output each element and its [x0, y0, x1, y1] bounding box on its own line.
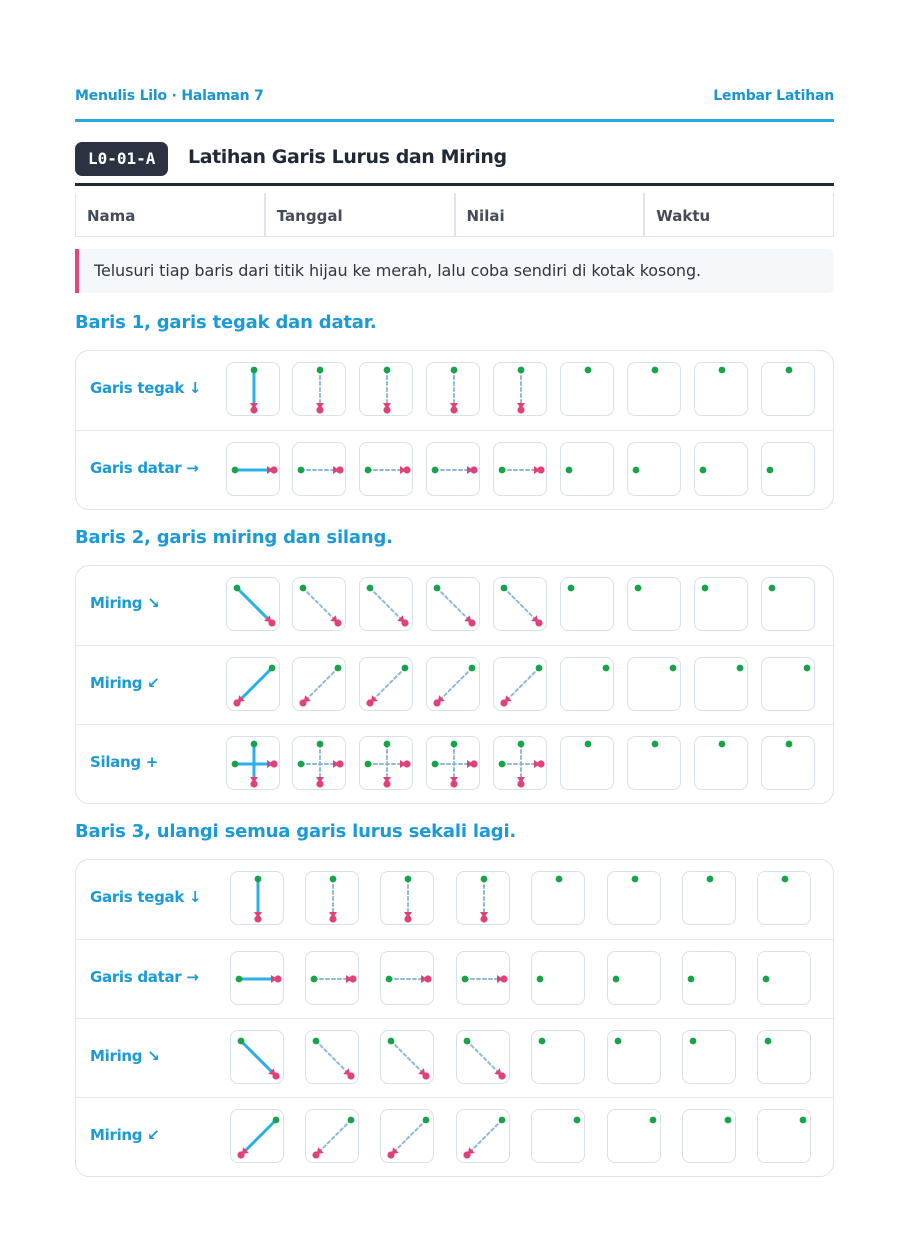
practice-row	[76, 1018, 833, 1097]
dashed-guide-line	[440, 668, 472, 700]
practice-cell-empty[interactable]	[761, 442, 815, 496]
trace-cell[interactable]	[305, 951, 359, 1005]
end-dot	[480, 915, 487, 922]
row-label: Garis tegak ↓	[90, 379, 202, 397]
start-dot	[469, 665, 476, 672]
example-cell[interactable]	[226, 736, 280, 790]
start-dot	[585, 367, 592, 374]
end-dot	[537, 760, 544, 767]
title-row	[75, 140, 834, 186]
row-label: Garis tegak ↓	[90, 888, 202, 906]
section-title: Baris 2, garis miring dan silang.	[75, 527, 393, 548]
trace-cell[interactable]	[426, 736, 480, 790]
practice-group	[75, 859, 834, 1177]
header-book-page: Menulis Lilo · Halaman 7	[75, 88, 264, 104]
end-dot	[336, 466, 343, 473]
trace-cell[interactable]	[359, 577, 413, 631]
trace-cell[interactable]	[359, 442, 413, 496]
practice-row	[76, 430, 833, 509]
start-dot	[298, 761, 305, 768]
row-label: Miring ↘	[90, 1047, 160, 1065]
start-dot	[365, 467, 372, 474]
solid-stroke-line	[244, 1120, 276, 1152]
start-dot	[423, 1117, 430, 1124]
start-dot	[719, 367, 726, 374]
end-dot	[450, 780, 457, 787]
practice-cell-empty[interactable]	[607, 871, 661, 925]
trace-cell[interactable]	[426, 577, 480, 631]
start-dot	[763, 976, 770, 983]
row-label: Miring ↙	[90, 1126, 160, 1144]
practice-cell-empty[interactable]	[761, 362, 815, 416]
end-dot	[270, 760, 277, 767]
practice-cell-empty[interactable]	[531, 951, 585, 1005]
trace-cell[interactable]	[493, 657, 547, 711]
end-dot	[537, 466, 544, 473]
end-dot	[535, 619, 542, 626]
start-dot	[367, 585, 374, 592]
practice-cell-empty[interactable]	[682, 1030, 736, 1084]
instruction-box: Telusuri tiap baris dari titik hijau ke merah, lalu coba sendiri di kotak kosong.	[75, 249, 834, 293]
start-dot	[481, 876, 488, 883]
start-dot	[568, 585, 575, 592]
trace-cell[interactable]	[359, 362, 413, 416]
start-dot	[313, 1038, 320, 1045]
trace-cell[interactable]	[493, 442, 547, 496]
end-dot	[274, 975, 281, 982]
practice-cell-empty[interactable]	[531, 871, 585, 925]
start-dot	[386, 976, 393, 983]
practice-cell-empty[interactable]	[694, 736, 748, 790]
start-dot	[384, 741, 391, 748]
end-dot	[347, 1072, 354, 1079]
start-dot	[615, 1038, 622, 1045]
trace-cell[interactable]	[426, 362, 480, 416]
end-dot	[329, 915, 336, 922]
page-header	[75, 88, 834, 122]
dashed-guide-line	[306, 668, 338, 700]
start-dot	[232, 761, 239, 768]
end-dot	[403, 760, 410, 767]
end-dot	[404, 915, 411, 922]
start-dot	[566, 467, 573, 474]
start-dot	[804, 665, 811, 672]
start-dot	[238, 1038, 245, 1045]
end-dot	[270, 466, 277, 473]
end-dot	[383, 406, 390, 413]
start-dot	[451, 367, 458, 374]
start-dot	[650, 1117, 657, 1124]
start-dot	[725, 1117, 732, 1124]
practice-cell-empty[interactable]	[757, 1030, 811, 1084]
start-dot	[273, 1117, 280, 1124]
practice-cell-empty[interactable]	[607, 1030, 661, 1084]
start-dot	[499, 761, 506, 768]
start-dot	[737, 665, 744, 672]
start-dot	[432, 467, 439, 474]
start-dot	[388, 1038, 395, 1045]
start-dot	[348, 1117, 355, 1124]
example-cell[interactable]	[230, 1109, 284, 1163]
practice-cell-empty[interactable]	[607, 1109, 661, 1163]
dashed-guide-line	[507, 668, 539, 700]
dashed-guide-line	[316, 1041, 348, 1073]
start-dot	[719, 741, 726, 748]
start-dot	[434, 585, 441, 592]
dashed-guide-line	[394, 1120, 426, 1152]
end-dot	[268, 619, 275, 626]
trace-cell[interactable]	[292, 362, 346, 416]
practice-cell-empty[interactable]	[531, 1109, 585, 1163]
start-dot	[300, 585, 307, 592]
dashed-guide-line	[504, 588, 536, 620]
trace-cell[interactable]	[292, 657, 346, 711]
start-dot	[585, 741, 592, 748]
start-dot	[690, 1038, 697, 1045]
practice-row	[76, 939, 833, 1018]
trace-cell[interactable]	[292, 736, 346, 790]
trace-cell[interactable]	[380, 951, 434, 1005]
trace-cell[interactable]	[380, 871, 434, 925]
practice-cell-empty[interactable]	[607, 951, 661, 1005]
trace-cell[interactable]	[380, 1030, 434, 1084]
start-dot	[652, 741, 659, 748]
solid-stroke-line	[237, 588, 269, 620]
example-cell[interactable]	[226, 577, 280, 631]
start-dot	[633, 467, 640, 474]
practice-cell-empty[interactable]	[757, 871, 811, 925]
dashed-guide-line	[319, 1120, 351, 1152]
practice-row	[76, 351, 833, 430]
start-dot	[317, 367, 324, 374]
trace-cell[interactable]	[456, 951, 510, 1005]
start-dot	[786, 367, 793, 374]
start-dot	[365, 761, 372, 768]
end-dot	[316, 780, 323, 787]
start-dot	[632, 876, 639, 883]
end-dot	[422, 1072, 429, 1079]
row-label: Garis datar →	[90, 968, 199, 986]
start-dot	[537, 976, 544, 983]
dashed-guide-line	[373, 668, 405, 700]
practice-row	[76, 1097, 833, 1176]
start-dot	[499, 467, 506, 474]
start-dot	[613, 976, 620, 983]
start-dot	[539, 1038, 546, 1045]
start-dot	[501, 585, 508, 592]
end-dot	[349, 975, 356, 982]
start-dot	[518, 367, 525, 374]
start-dot	[402, 665, 409, 672]
end-dot	[366, 699, 373, 706]
end-dot	[383, 780, 390, 787]
example-cell[interactable]	[226, 362, 280, 416]
start-dot	[311, 976, 318, 983]
example-cell[interactable]	[230, 871, 284, 925]
start-dot	[800, 1117, 807, 1124]
end-dot	[424, 975, 431, 982]
practice-cell-empty[interactable]	[757, 951, 811, 1005]
start-dot	[767, 467, 774, 474]
end-dot	[312, 1151, 319, 1158]
start-dot	[688, 976, 695, 983]
end-dot	[517, 780, 524, 787]
practice-cell-empty[interactable]	[560, 736, 614, 790]
trace-cell[interactable]	[493, 577, 547, 631]
practice-cell-empty[interactable]	[560, 657, 614, 711]
end-dot	[468, 619, 475, 626]
row-label: Miring ↙	[90, 674, 160, 692]
end-dot	[250, 406, 257, 413]
practice-group	[75, 565, 834, 804]
end-dot	[233, 699, 240, 706]
practice-cell-empty[interactable]	[682, 871, 736, 925]
end-dot	[401, 619, 408, 626]
start-dot	[782, 876, 789, 883]
practice-cell-empty[interactable]	[682, 1109, 736, 1163]
practice-cell-empty[interactable]	[761, 657, 815, 711]
example-cell[interactable]	[226, 442, 280, 496]
dashed-guide-line	[470, 1120, 502, 1152]
practice-cell-empty[interactable]	[627, 442, 681, 496]
section-title: Baris 1, garis tegak dan datar.	[75, 312, 377, 333]
start-dot	[451, 741, 458, 748]
practice-cell-empty[interactable]	[531, 1030, 585, 1084]
end-dot	[299, 699, 306, 706]
row-label: Miring ↘	[90, 594, 160, 612]
practice-cell-empty[interactable]	[694, 362, 748, 416]
practice-cell-empty[interactable]	[560, 362, 614, 416]
start-dot	[700, 467, 707, 474]
start-dot	[236, 976, 243, 983]
practice-cell-empty[interactable]	[694, 657, 748, 711]
practice-cell-empty[interactable]	[560, 442, 614, 496]
dashed-guide-line	[391, 1041, 423, 1073]
trace-cell[interactable]	[292, 442, 346, 496]
end-dot	[470, 466, 477, 473]
start-dot	[232, 467, 239, 474]
dashed-guide-line	[303, 588, 335, 620]
dashed-guide-line	[437, 588, 469, 620]
info-field-score[interactable]: Nilai	[454, 193, 644, 236]
start-dot	[405, 876, 412, 883]
practice-cell-empty[interactable]	[627, 736, 681, 790]
end-dot	[316, 406, 323, 413]
start-dot	[556, 876, 563, 883]
start-dot	[432, 761, 439, 768]
trace-cell[interactable]	[456, 871, 510, 925]
end-dot	[463, 1151, 470, 1158]
start-dot	[251, 741, 258, 748]
start-dot	[603, 665, 610, 672]
end-dot	[450, 406, 457, 413]
practice-cell-empty[interactable]	[761, 736, 815, 790]
trace-cell[interactable]	[359, 736, 413, 790]
start-dot	[234, 585, 241, 592]
end-dot	[433, 699, 440, 706]
practice-row	[76, 724, 833, 803]
header-sheet-type: Lembar Latihan	[713, 88, 834, 104]
start-dot	[786, 741, 793, 748]
end-dot	[470, 760, 477, 767]
start-dot	[251, 367, 258, 374]
practice-cell-empty[interactable]	[560, 577, 614, 631]
example-cell[interactable]	[230, 951, 284, 1005]
end-dot	[336, 760, 343, 767]
info-field-name[interactable]: Nama	[87, 207, 136, 225]
start-dot	[298, 467, 305, 474]
practice-cell-empty[interactable]	[761, 577, 815, 631]
section-title: Baris 3, ulangi semua garis lurus sekali lagi.	[75, 821, 517, 842]
worksheet-title: Latihan Garis Lurus dan Miring	[188, 146, 507, 168]
start-dot	[317, 741, 324, 748]
start-dot	[518, 741, 525, 748]
end-dot	[498, 1072, 505, 1079]
start-dot	[464, 1038, 471, 1045]
example-cell[interactable]	[230, 1030, 284, 1084]
start-dot	[335, 665, 342, 672]
start-dot	[269, 665, 276, 672]
start-dot	[255, 876, 262, 883]
trace-cell[interactable]	[426, 657, 480, 711]
info-field-date[interactable]: Tanggal	[264, 193, 454, 236]
trace-cell[interactable]	[426, 442, 480, 496]
row-label: Garis datar →	[90, 459, 199, 477]
start-dot	[330, 876, 337, 883]
trace-cell[interactable]	[305, 1109, 359, 1163]
practice-cell-empty[interactable]	[757, 1109, 811, 1163]
worksheet-code-badge: L0-01-A	[75, 142, 168, 176]
trace-cell[interactable]	[380, 1109, 434, 1163]
practice-row	[76, 645, 833, 724]
practice-group	[75, 350, 834, 510]
practice-row	[76, 566, 833, 645]
start-dot	[384, 367, 391, 374]
row-label: Silang +	[90, 753, 159, 771]
dashed-guide-line	[467, 1041, 499, 1073]
trace-cell[interactable]	[305, 871, 359, 925]
practice-cell-empty[interactable]	[627, 657, 681, 711]
dashed-guide-line	[370, 588, 402, 620]
practice-cell-empty[interactable]	[694, 442, 748, 496]
start-dot	[652, 367, 659, 374]
end-dot	[250, 780, 257, 787]
end-dot	[500, 699, 507, 706]
info-field-time[interactable]: Waktu	[643, 193, 833, 236]
start-dot	[769, 585, 776, 592]
start-dot	[635, 585, 642, 592]
trace-cell[interactable]	[456, 1030, 510, 1084]
trace-cell[interactable]	[292, 577, 346, 631]
start-dot	[574, 1117, 581, 1124]
start-dot	[536, 665, 543, 672]
practice-row	[76, 860, 833, 939]
end-dot	[272, 1072, 279, 1079]
end-dot	[403, 466, 410, 473]
practice-cell-empty[interactable]	[627, 577, 681, 631]
trace-cell[interactable]	[359, 657, 413, 711]
end-dot	[500, 975, 507, 982]
trace-cell[interactable]	[493, 736, 547, 790]
end-dot	[387, 1151, 394, 1158]
trace-cell[interactable]	[493, 362, 547, 416]
end-dot	[237, 1151, 244, 1158]
solid-stroke-line	[240, 668, 272, 700]
start-dot	[707, 876, 714, 883]
end-dot	[517, 406, 524, 413]
practice-cell-empty[interactable]	[682, 951, 736, 1005]
student-info-table	[75, 193, 834, 237]
start-dot	[462, 976, 469, 983]
end-dot	[254, 915, 261, 922]
practice-cell-empty[interactable]	[627, 362, 681, 416]
trace-cell[interactable]	[305, 1030, 359, 1084]
start-dot	[670, 665, 677, 672]
start-dot	[702, 585, 709, 592]
trace-cell[interactable]	[456, 1109, 510, 1163]
example-cell[interactable]	[226, 657, 280, 711]
end-dot	[334, 619, 341, 626]
start-dot	[499, 1117, 506, 1124]
practice-cell-empty[interactable]	[694, 577, 748, 631]
solid-stroke-line	[241, 1041, 273, 1073]
start-dot	[765, 1038, 772, 1045]
